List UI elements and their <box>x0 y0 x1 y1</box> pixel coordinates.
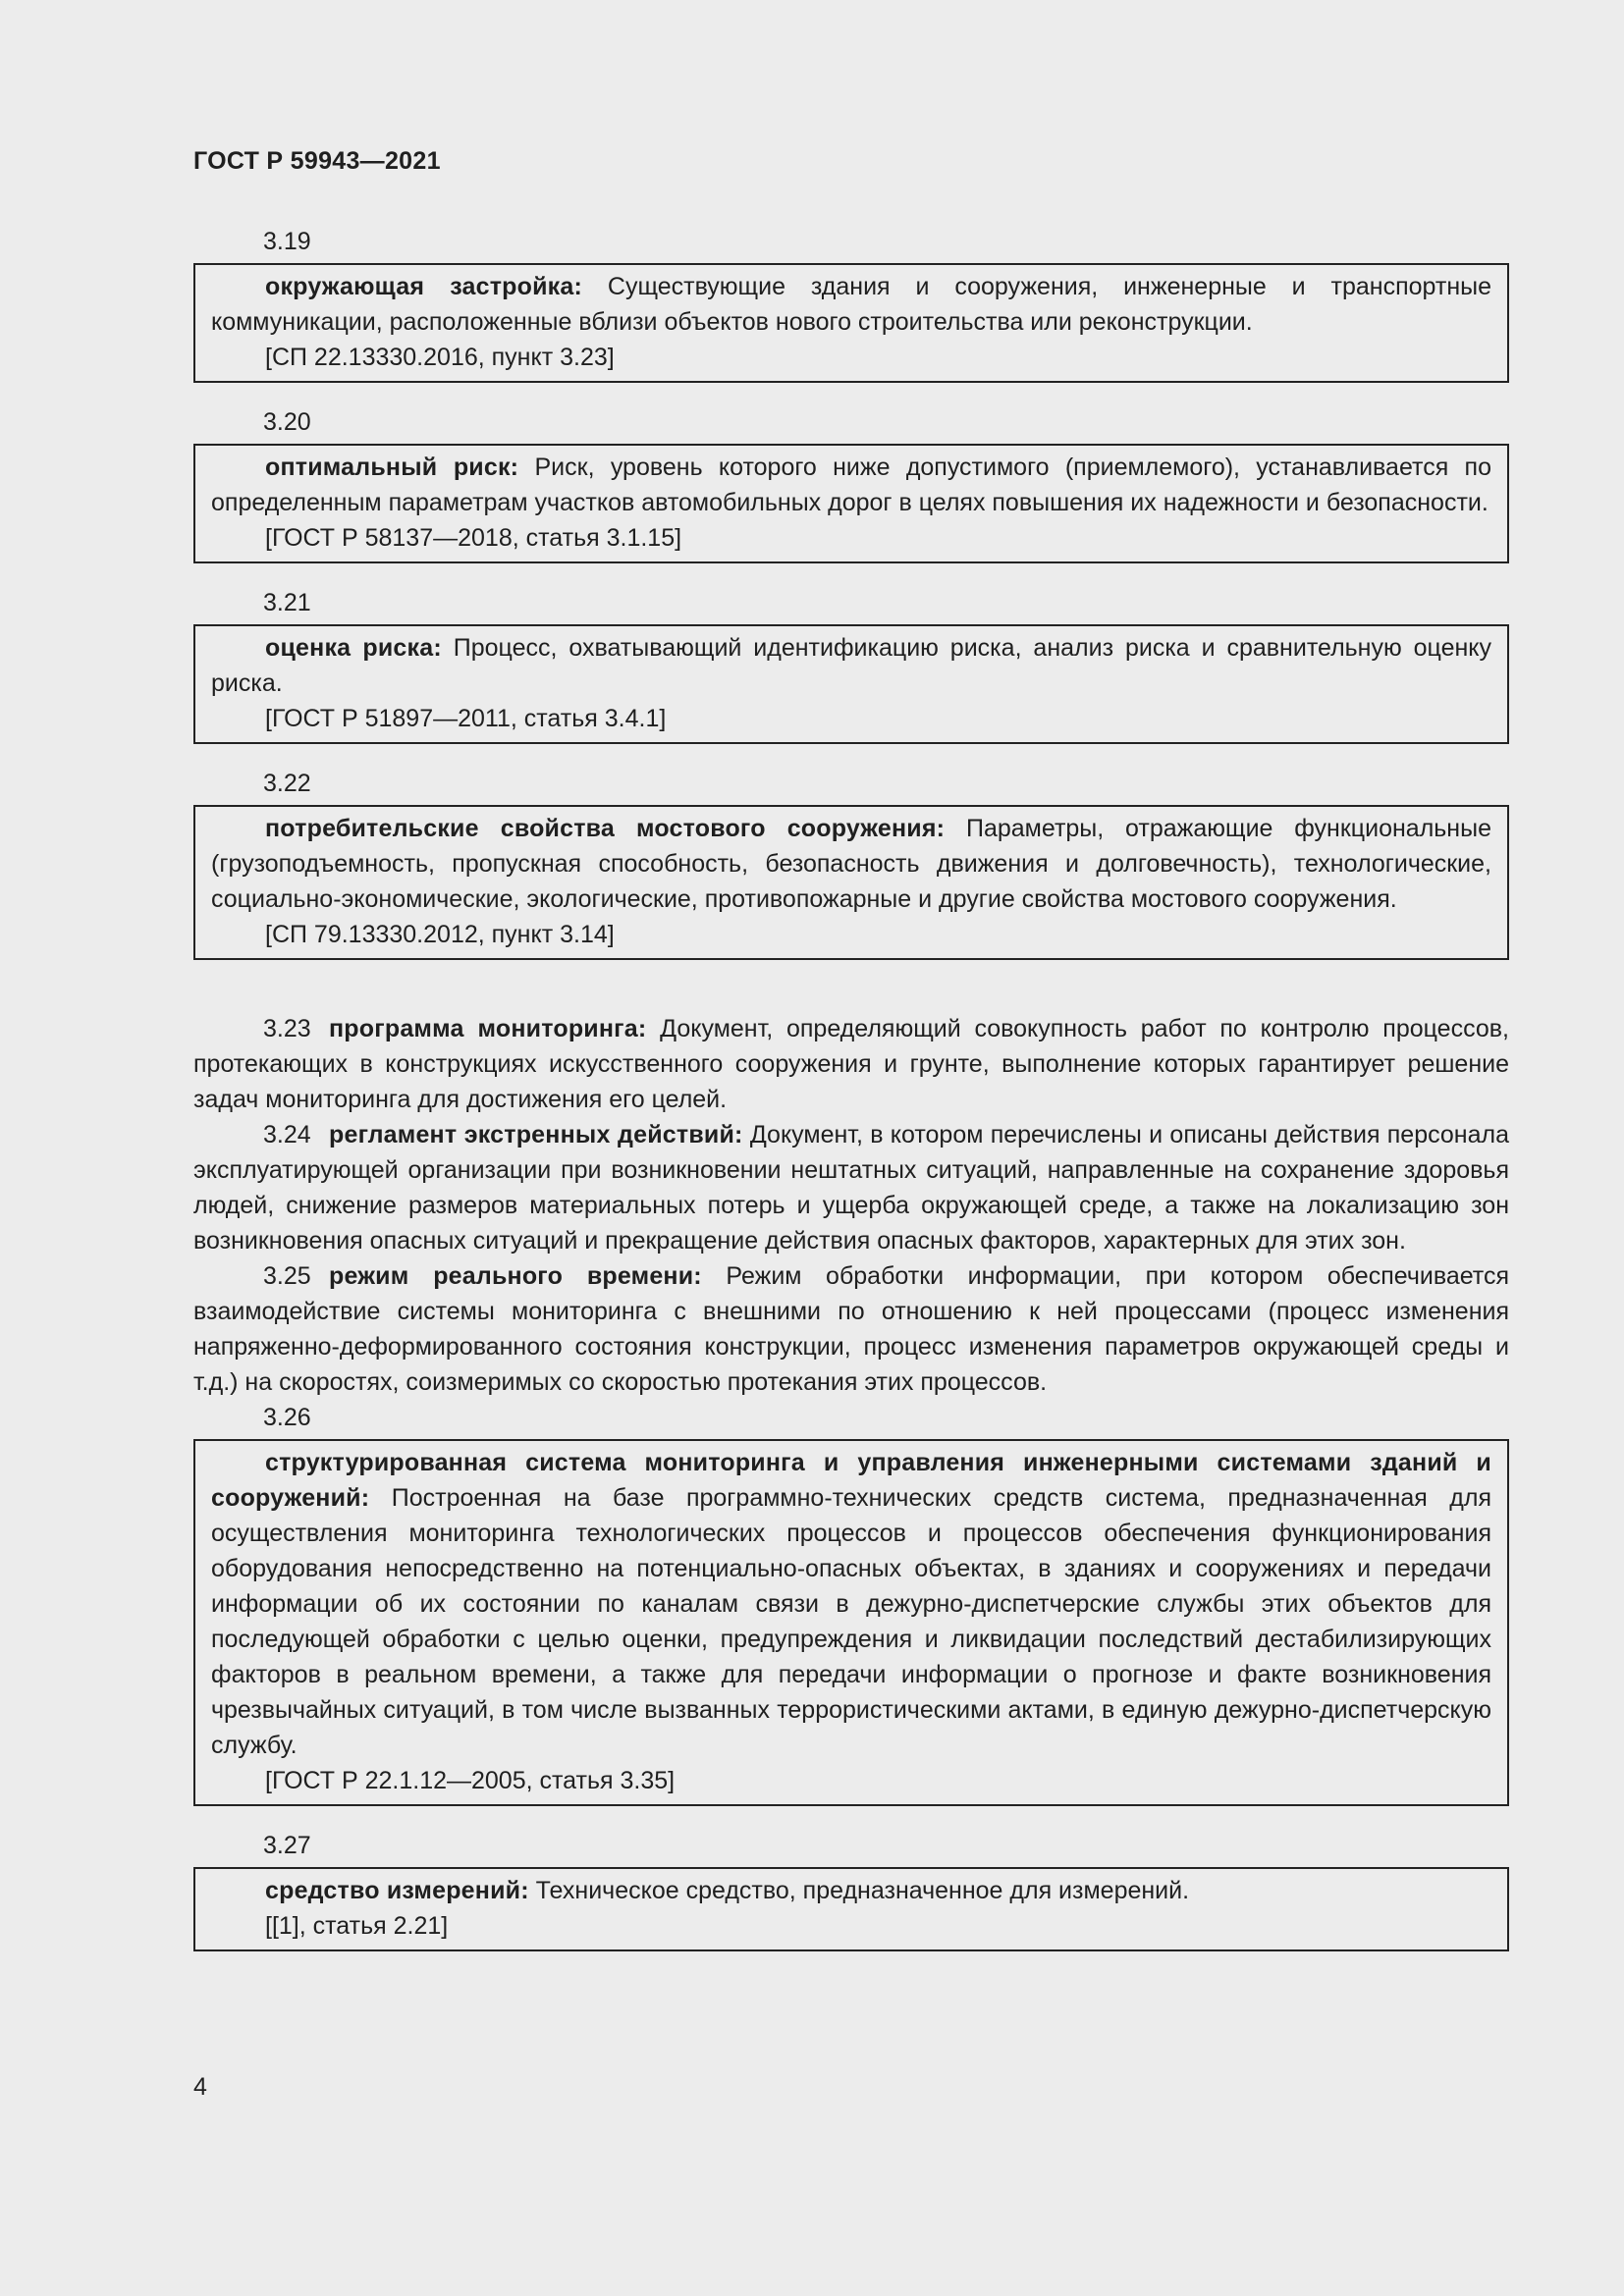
source-reference: [[1], статья 2.21] <box>265 1912 449 1940</box>
definition: Процесс, охватывающий идентификацию риска, анализ риска и сравнительную оценку риска. <box>211 634 1492 697</box>
term: оценка риска: <box>265 634 442 662</box>
definition: Параметры, отражающие функциональные (грузоподъемность, пропускная способность, безопасность движения и долговечность), технологические, социально-экономические, экологические, противопожарные и другие свойства мостового сооружения. <box>211 815 1491 913</box>
entry-number: 3.24 <box>263 1121 311 1148</box>
term-paragraph <box>193 1258 1509 1400</box>
page-number: 4 <box>193 2073 207 2101</box>
definition-text <box>211 811 1491 917</box>
entry-number: 3.27 <box>263 1832 311 1859</box>
definition-box <box>193 444 1509 563</box>
term: оптимальный риск: <box>265 454 519 481</box>
definition: Документ, определяющий совокупность работ по контролю процессов, протекающих в конструкциях искусственного сооружения и грунте, выполнение которых гарантирует решение задач мониторинга для достижения его целей. <box>193 1015 1509 1113</box>
definition: Техническое средство, предназначенное для измерений. <box>528 1877 1190 1904</box>
definition: Документ, в котором перечислены и описаны действия персонала эксплуатирующей организации при возникновении нештатных ситуаций, направленные на сохранение здоровья людей, снижение размеров материальных потерь и ущерба окружающей среде, а также на локализацию зон возникновения опасных ситуаций и прекращение действия опасных факторов, характерных для этих зон. <box>193 1121 1509 1255</box>
definition-text <box>211 450 1491 520</box>
definition-text <box>211 1445 1491 1763</box>
definition-box <box>193 1867 1509 1951</box>
source-reference: [СП 22.13330.2016, пункт 3.23] <box>265 344 615 371</box>
entry-number: 3.26 <box>263 1404 311 1431</box>
definition: Построенная на базе программно-технических средств система, предназначенная для осуществления мониторинга технологических процессов и процессов обеспечения функционирования оборудования непосредственно на потенциально-опасных объектах, в зданиях и сооружениях и передачи информации об их состоянии по каналам связи в дежурно-диспетчерские службы этих объектов для последующей обработки с целью оценки, предупреждения и ликвидации последствий дестабилизирующих факторов в реальном времени, а также для передачи информации о прогнозе и факте возникновения чрезвычайных ситуаций, в том числе вызванных террористическими актами, в единую дежурно-диспетчерскую службу. <box>211 1484 1491 1759</box>
definition: Существующие здания и сооружения, инженерные и транспортные коммуникации, расположенные вблизи объектов нового строительства или реконструкции. <box>211 273 1491 336</box>
definition-box <box>193 805 1509 960</box>
source-reference: [ГОСТ Р 22.1.12—2005, статья 3.35] <box>265 1767 676 1794</box>
entry-number: 3.19 <box>263 228 311 255</box>
entry-number: 3.23 <box>263 1015 311 1042</box>
definition-text <box>211 1873 1491 1908</box>
definition-box <box>193 263 1509 383</box>
definition-text <box>211 630 1491 701</box>
source-reference: [СП 79.13330.2012, пункт 3.14] <box>265 921 615 948</box>
entry-number: 3.25 <box>263 1262 311 1290</box>
definition: Режим обработки информации, при котором обеспечивается взаимодействие системы мониторинга с внешними по отношению к ней процессами (процесс изменения напряженно-деформированного состояния конструкции, процесс изменения параметров окружающей среды и т.д.) на скоростях, соизмеримых со скоростью протекания этих процессов. <box>193 1262 1510 1396</box>
definition-text <box>211 269 1491 340</box>
source-reference: [ГОСТ Р 51897—2011, статья 3.4.1] <box>265 705 667 732</box>
term: режим реального времени: <box>329 1262 702 1290</box>
term-paragraph <box>193 1117 1509 1258</box>
term: потребительские свойства мостового сооружения: <box>265 815 946 842</box>
term: окружающая застройка: <box>265 273 582 300</box>
source-reference: [ГОСТ Р 58137—2018, статья 3.1.15] <box>265 524 682 552</box>
entry-number: 3.22 <box>263 770 311 797</box>
entry-number: 3.21 <box>263 589 311 616</box>
term: регламент экстренных действий: <box>329 1121 743 1148</box>
definition-box <box>193 1439 1509 1806</box>
term: средство измерений: <box>265 1877 529 1904</box>
term: программа мониторинга: <box>329 1015 647 1042</box>
entry-number: 3.20 <box>263 408 311 436</box>
document-header: ГОСТ Р 59943—2021 <box>193 147 441 175</box>
definition: Риск, уровень которого ниже допустимого (приемлемого), устанавливается по определенным параметрам участков автомобильных дорог в целях повышения их надежности и безопасности. <box>211 454 1491 516</box>
term: структурированная система мониторинга и управления инженерными системами зданий и сооружений: <box>211 1449 1491 1512</box>
definition-box <box>193 624 1509 744</box>
term-paragraph <box>193 1011 1509 1117</box>
document-body <box>193 224 1509 1973</box>
